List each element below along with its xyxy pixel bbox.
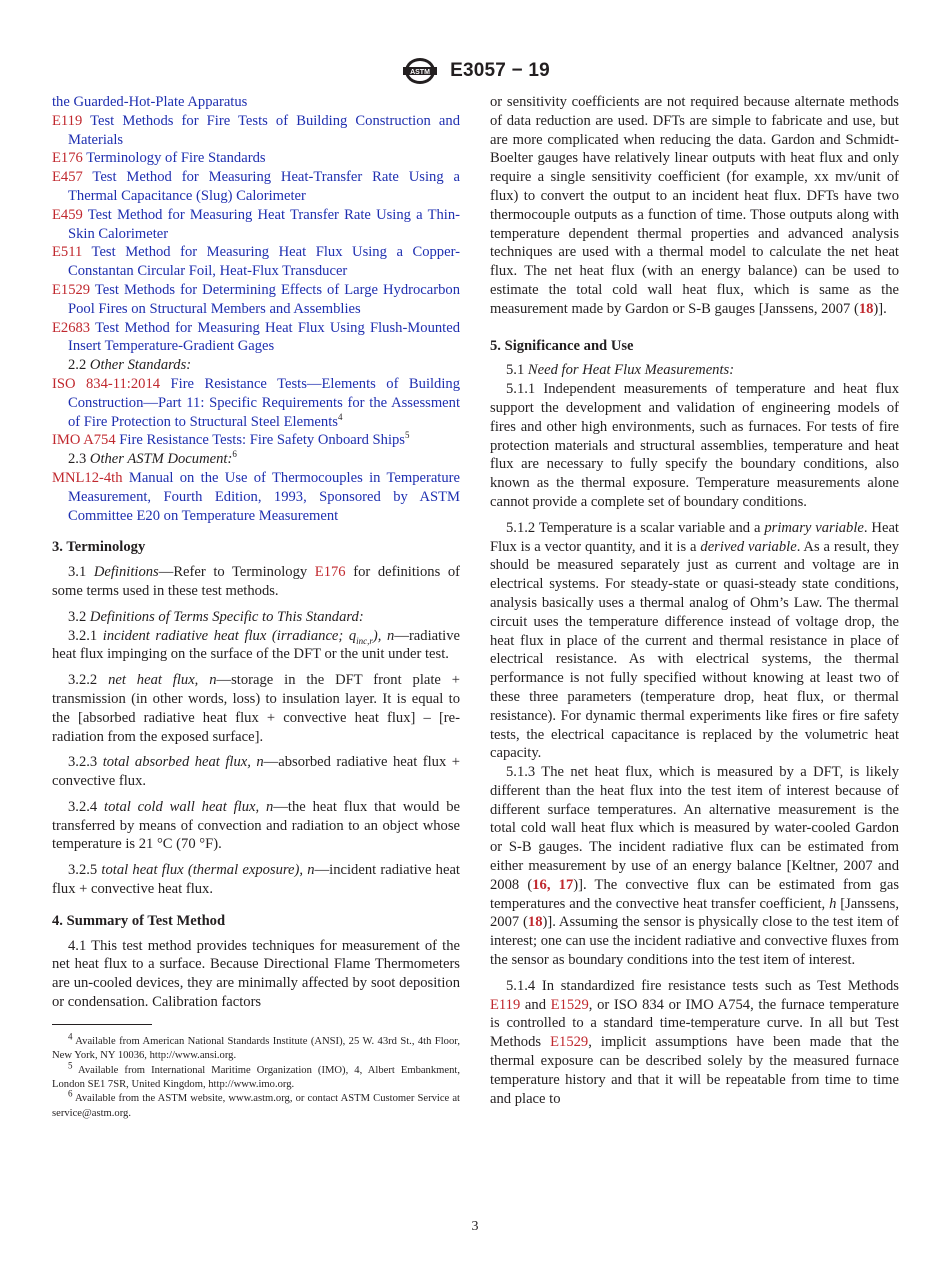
paragraph-5-1-3: 5.1.3 The net heat flux, which is measured by a DFT, is likely different than the heat flux into the test item of interest because of different surface temperatures. An alternative measurement is the total cold wall heat flux which is measured by water-cooled Gardon or S-B gauges. The incident radiative flux can be estimated from either measurement by use of an energy balance [Keltner, 2007 and 2008 (16, 17)]. The convective flux can be estimated from gas temperatures and the convective heat transfer coefficient, h [Janssens, 2007 (18)]. Assuming the sensor is physically close to the test item of interest; one can use the incident radiative and convective fluxes from the sensor as boundary conditions into the test item of interest. xyxy=(490,764,900,969)
reference-list xyxy=(52,93,460,356)
reference-item[interactable]: the Guarded-Hot-Plate Apparatus xyxy=(52,94,248,110)
reference-item[interactable]: MNL12-4th Manual on the Use of Thermocouples in Temperature Measurement, Fourth Edition, 1993, Sponsored by ASTM Committee E20 on Temperature Measurement xyxy=(52,469,460,524)
reference-item[interactable]: E176 Terminology of Fire Standards xyxy=(52,150,266,167)
reference-item[interactable]: ISO 834-11:2014 Fire Resistance Tests—Elements of Building Construction—Part 11: Specific Requirements for the Assessment of Fire Protection to Structural Steel Elements$^4$ xyxy=(52,375,460,430)
reference-item[interactable]: E119 Test Methods for Fire Tests of Building Construction and Materials xyxy=(52,112,460,148)
reference-link[interactable]: E1529 xyxy=(550,1034,589,1051)
paragraph-3-2-5: 3.2.5 total heat flux (thermal exposure), n—incident radiative heat flux + convective heat flux. xyxy=(52,862,460,898)
other-astm-heading: 2.3 Other ASTM Document:$^6$ xyxy=(68,449,237,468)
citation-link[interactable]: 18 xyxy=(858,300,874,317)
reference-item[interactable]: E2683 Test Method for Measuring Heat Flux Using Flush-Mounted Insert Temperature-Gradient Gages xyxy=(52,319,460,355)
paragraph-3-2-3: 3.2.3 total absorbed heat flux, n—absorbed radiative heat flux + convective flux. xyxy=(52,754,460,790)
other-standards-heading: 2.2 Other Standards: xyxy=(68,357,192,374)
reference-link[interactable]: E119 xyxy=(490,996,521,1013)
reference-item[interactable]: IMO A754 Fire Resistance Tests: Fire Safety Onboard Ships$^5$ xyxy=(52,430,410,449)
paragraph-5-1: 5.1 Need for Heat Flux Measurements: xyxy=(506,362,735,379)
page-header xyxy=(0,56,950,86)
section-heading-terminology: 3. Terminology xyxy=(52,539,146,556)
citation-link[interactable]: 18 xyxy=(527,914,543,931)
paragraph-4-1: 4.1 This test method provides techniques for measurement of the net heat flux to a surface. Because Directional Flame Thermometers are un-cooled devices, they are minimally affected by soot deposition or condensation. Calibration factors xyxy=(52,937,460,1011)
paragraph-5-1-2: 5.1.2 Temperature is a scalar variable and a primary variable. Heat Flux is a vector quantity, and it is a derived variable. As a result, they should be measured separately just as current and voltage are in electrical systems. For steady-state or quasi-steady state conditions, analysis basically uses a thermal analog of Ohm’s Law. The thermal circuit uses the temperature difference instead of voltage drop, the heat flux in place of the current and thermal resistance in place of electrical resistance. As with electrical systems, the thermal performance is not fully specified without knowing at least two of these three parameters (temperature drop, heat flux, or thermal resistance). For dynamic thermal experiments like fires or fire safety tests, the electrical capacitance is replaced by the volumetric heat capacity. xyxy=(490,519,899,762)
left-column xyxy=(52,93,460,1121)
paragraph-4-1-continued: or sensitivity coefficients are not required because alternate methods of data reduction are used. DFTs are simple to fabricate and use, but are more complicated when reducing the data. Gardon and Schmidt-Boelter gauges have relatively linear outputs with heat flux and only require a single sensitivity coefficient (for example, xx mv/unit of flux) to convert the output to an incident heat flux. DFTs have two thermocouple outputs as a function of time. Those outputs along with temperature dependent thermal properties and advanced analysis techniques are used with a thermal model to calculate the net heat flux. The net heat flux (with an energy balance) can be used to estimate the total cold wall heat flux, which is same as the measurement made by Gardon or S-B gauges [Janssens, 2007 (18)]. xyxy=(490,94,899,317)
reference-item[interactable]: E1529 Test Methods for Determining Effects of Large Hydrocarbon Pool Fires on Structural Members and Assemblies xyxy=(52,281,460,317)
paragraph-3-2-2: 3.2.2 net heat flux, n—storage in the DFT front plate + transmission (in other words, loss) to insulation layer. It is equal to the [absorbed radiative heat flux + convective heat flux] – [re-radiation from the exposed surface]. xyxy=(52,672,460,745)
astm-logo-icon xyxy=(400,56,440,86)
reference-link[interactable]: E176 xyxy=(314,564,346,581)
reference-link[interactable]: E1529 xyxy=(550,996,589,1013)
footnote-divider xyxy=(52,1024,152,1025)
section-heading-summary: 4. Summary of Test Method xyxy=(52,912,226,929)
right-column xyxy=(490,93,899,1108)
page-number: 3 xyxy=(471,1219,479,1234)
paragraph-3-2-4: 3.2.4 total cold wall heat flux, n—the heat flux that would be transferred by means of convection and radiation to an object whose temperature is 21 °C (70 °F). xyxy=(52,798,460,853)
footnote: $^6$ Available from the ASTM website, www.astm.org, or contact ASTM Customer Service at service@astm.org. xyxy=(52,1088,460,1119)
reference-item[interactable]: E459 Test Method for Measuring Heat Transfer Rate Using a Thin-Skin Calorimeter xyxy=(52,206,460,242)
paragraph-5-1-4: 5.1.4 In standardized fire resistance tests such as Test Methods E119 and E1529, or ISO 834 or IMO A754, the furnace temperature is controlled to a standard time-temperature curve. In all but Test Methods E1529, implicit assumptions have been made that the thermal exposure can be described solely by the measured furnace temperature history and that it will be repeatable from time to time and place to xyxy=(490,977,899,1107)
section-heading-significance: 5. Significance and Use xyxy=(490,337,634,354)
reference-item[interactable]: E457 Test Method for Measuring Heat-Transfer Rate Using a Thermal Capacitance (Slug) Calorimeter xyxy=(52,169,460,204)
paragraph-3-1: 3.1 Definitions—Refer to Terminology E176 for definitions of some terms used in these test methods. xyxy=(52,564,460,599)
citation-link[interactable]: 16, 17 xyxy=(532,876,574,893)
svg-text:ASTM: ASTM xyxy=(410,69,431,76)
paragraph-3-2: 3.2 Definitions of Terms Specific to This Standard: xyxy=(68,608,364,625)
paragraph-5-1-1: 5.1.1 Independent measurements of temperature and heat flux support the development and validation of engineering models of fires and other high environments, such as furnaces. For tests of fire protection materials and structural assemblies, temperature and heat flux are necessary to fully specify the boundary conditions, also known as the thermal exposure. Temperature measurements alone cannot provide a complete set of boundary conditions. xyxy=(490,381,899,510)
document-designation: E3057 − 19 xyxy=(450,60,550,81)
footnote: $^4$ Available from American National Standards Institute (ANSI), 25 W. 43rd St., 4th Floor, New York, NY 10036, http://www.ansi.org. xyxy=(52,1031,460,1062)
footnote: $^5$ Available from International Maritime Organization (IMO), 4, Albert Embankment, London SE1 7SR, United Kingdom, http://www.imo.org. xyxy=(52,1060,460,1091)
reference-item[interactable]: E511 Test Method for Measuring Heat Flux Using a Copper-Constantan Circular Foil, Heat-Flux Transducer xyxy=(52,244,460,280)
paragraph-3-2-1: 3.2.1 incident radiative heat flux (irradiance; $q_{inc,r}$), n—radiative heat flux impinging on the surface of the DFT or the unit under test. xyxy=(52,627,460,663)
